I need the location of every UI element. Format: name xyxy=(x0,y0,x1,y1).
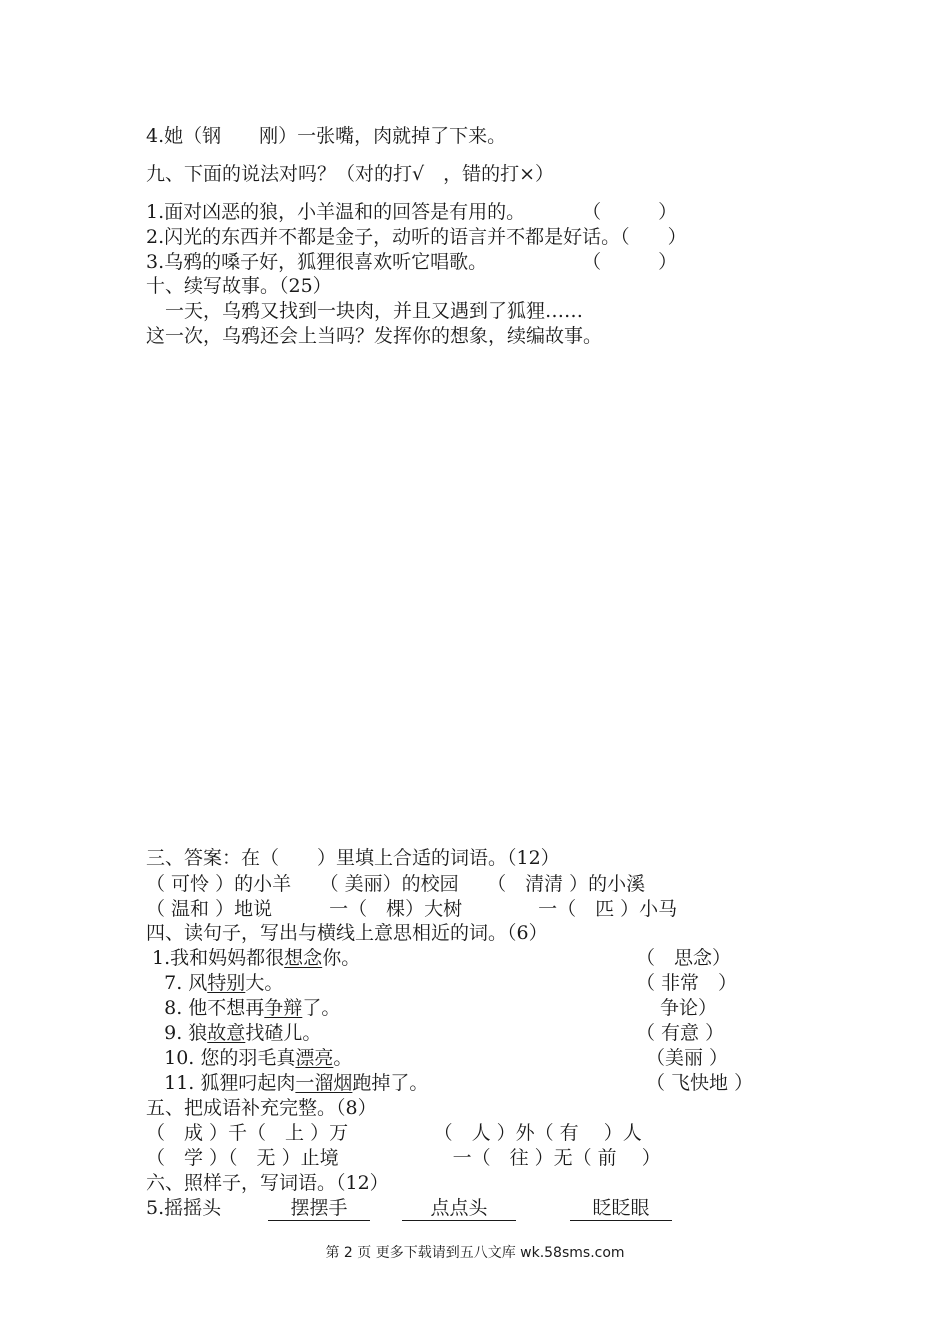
section-4-answer: （ 有意 ） xyxy=(636,1022,725,1044)
section-4-item: 11. 狐狸叼起肉一溜烟跑掉了。 xyxy=(146,1072,429,1094)
section-4-answer: （ 非常 ） xyxy=(636,972,738,994)
section-9-item: 3.乌鸦的嗓子好，狐狸很喜欢听它唱歌。 （ ） xyxy=(146,251,678,273)
section-5-row: （ 成 ）千（ 上 ）万 （ 人 ）外（ 有 ）人 xyxy=(146,1122,642,1144)
story-prompt-line: 这一次，乌鸦还会上当吗？发挥你的想象，续编故事。 xyxy=(146,325,603,347)
underlined-word: 漂亮 xyxy=(295,1047,334,1069)
section-3-title: 三、答案：在（ ）里填上合适的词语。（12） xyxy=(146,847,560,869)
section-4-item: 10. 您的羽毛真漂亮。 xyxy=(146,1047,353,1069)
section-4-answer: （ 思念） xyxy=(636,947,732,969)
section-6-title: 六、照样子，写词语。（12） xyxy=(146,1172,389,1194)
underlined-word: 想念 xyxy=(284,947,323,969)
question-4: 4.她（钢 刚）一张嘴，肉就掉了下来。 xyxy=(146,125,507,147)
underlined-word: 一溜烟 xyxy=(295,1072,353,1094)
page-footer: 第 2 页 更多下载请到五八文库 wk.58sms.com xyxy=(325,1245,625,1261)
underlined-word: 故意 xyxy=(207,1022,246,1044)
section-4-item: 1.我和妈妈都很想念你。 xyxy=(146,947,361,969)
section-3-row: （ 可怜 ）的小羊 （ 美丽）的校园 （ 清清 ）的小溪 xyxy=(146,873,646,895)
section-6-answer: 眨眨眼 xyxy=(570,1196,672,1221)
section-9-item: 1.面对凶恶的狼，小羊温和的回答是有用的。 （ ） xyxy=(146,201,678,223)
underlined-word: 争辩 xyxy=(264,997,303,1019)
section-9-item: 2.闪光的东西并不都是金子，动听的语言并不都是好话。（ ） xyxy=(146,226,687,248)
section-5-title: 五、把成语补充完整。（8） xyxy=(146,1097,377,1119)
section-4-answer: 争论） xyxy=(660,997,718,1019)
section-4-item: 8. 他不想再争辩了。 xyxy=(146,997,341,1019)
section-5-row: （ 学 ）（ 无 ）止境 一（ 往 ）无（ 前 ） xyxy=(146,1147,661,1169)
section-4-answer: （ 飞快地 ） xyxy=(646,1072,754,1094)
section-6-answer: 点点头 xyxy=(402,1196,516,1221)
section-10-title: 十、续写故事。（25） xyxy=(146,275,332,297)
section-4-title: 四、读句子，写出与横线上意思相近的词。（6） xyxy=(146,922,548,944)
section-6-answer: 摆摆手 xyxy=(268,1196,370,1221)
section-9-title: 九、下面的说法对吗？（对的打√ ，错的打×） xyxy=(146,163,555,185)
section-4-item: 7. 风特别大。 xyxy=(146,972,284,994)
section-4-answer: （美丽 ） xyxy=(646,1047,729,1069)
underlined-word: 特别 xyxy=(207,972,246,994)
section-6-example: 5.摇摇头 xyxy=(146,1197,222,1219)
section-4-item: 9. 狼故意找碴儿。 xyxy=(146,1022,322,1044)
story-prompt-line: 一天，乌鸦又找到一块肉，并且又遇到了狐狸…… xyxy=(146,300,584,322)
section-3-row: （ 温和 ）地说 一（ 棵）大树 一（ 匹 ）小马 xyxy=(146,898,678,920)
